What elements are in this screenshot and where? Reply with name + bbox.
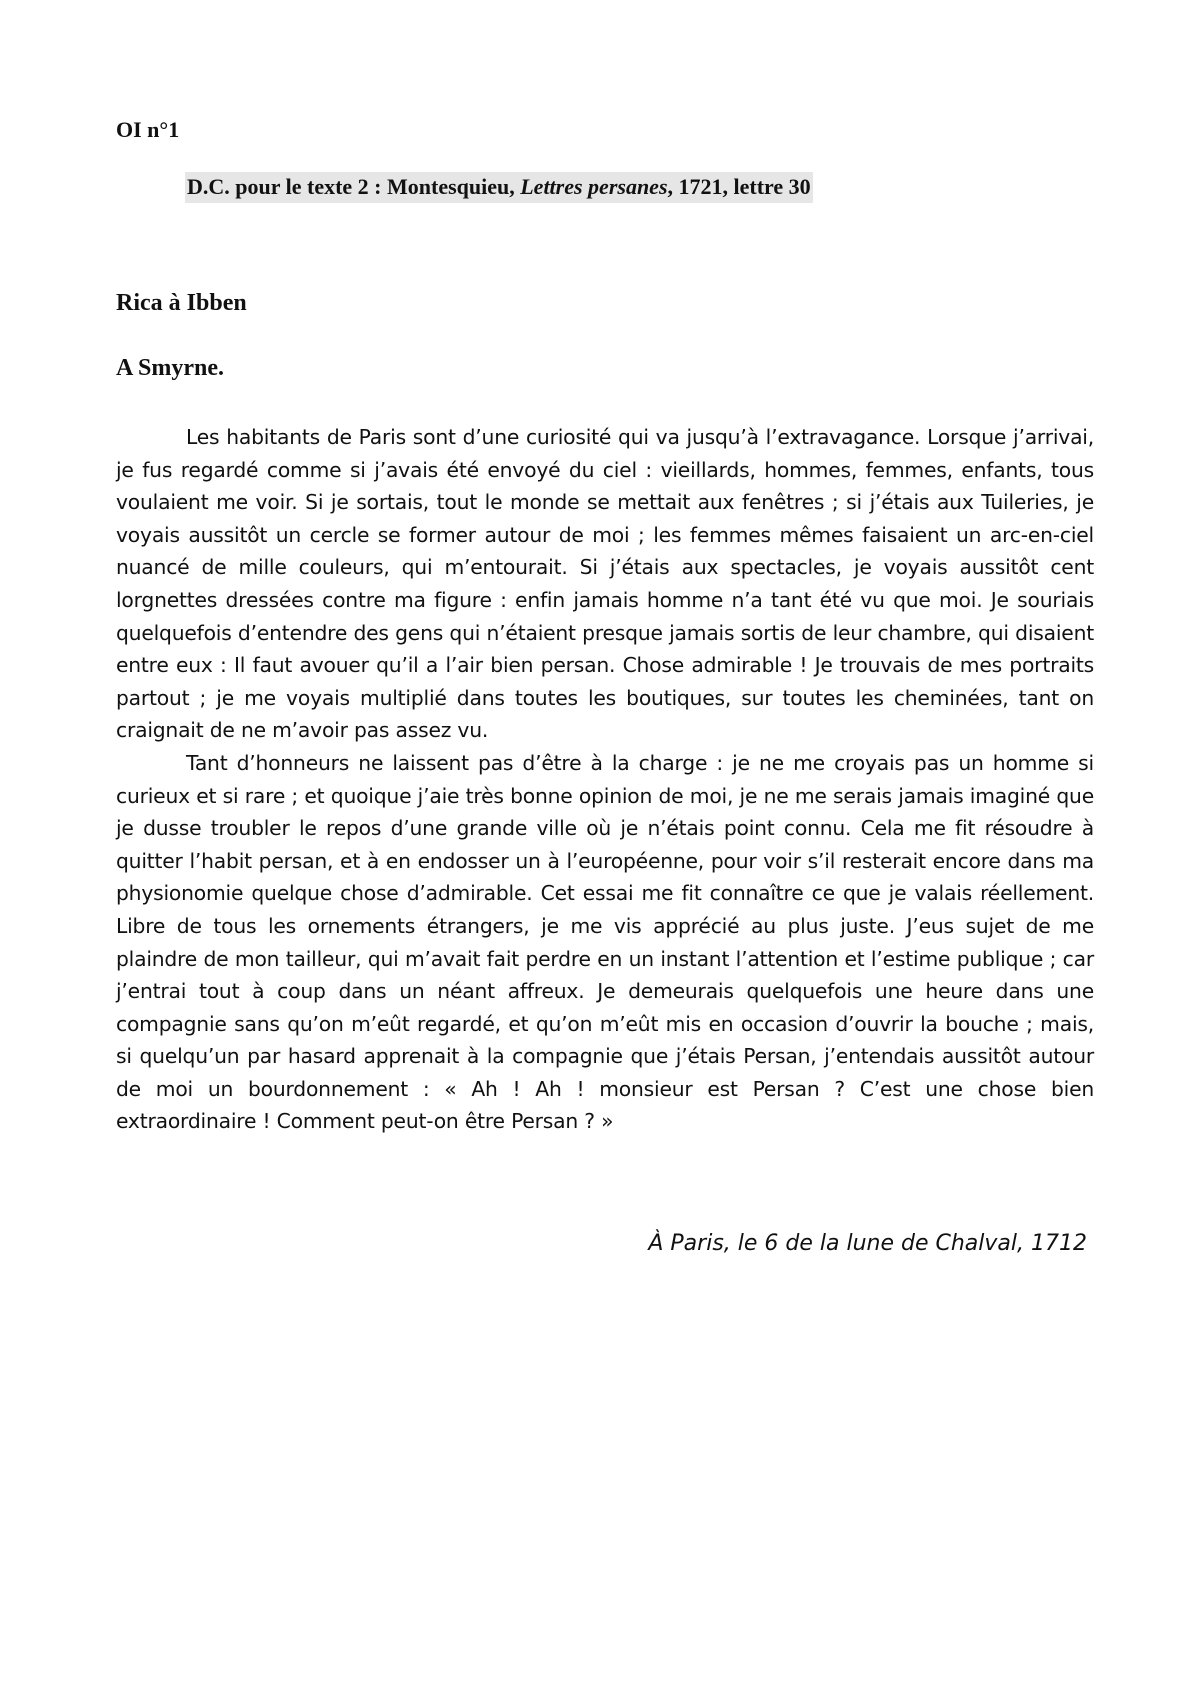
letter-paragraph-1: Les habitants de Paris sont d’une curiosité qui va jusqu’à l’extravagance. Lorsque j’arrivai, je fus regardé comme si j’avais été envoyé du ciel : vieillards, hommes, femmes, enfants, tous voulaient me voir. Si je sortais, tout le monde se mettait aux fenêtres ; si j’étais aux Tuileries, je voyais aussitôt un cercle se former autour de moi ; les femmes mêmes faisaient un arc-en-ciel nuancé de mille couleurs, qui m’entourait. Si j’étais aux spectacles, je voyais aussitôt cent lorgnettes dressées contre ma figure : enfin jamais homme n’a tant été vu que moi. Je souriais quelquefois d’entendre des gens qui n’étaient presque jamais sortis de leur chambre, qui disaient entre eux : Il faut avouer qu’il a l’air bien persan. Chose admirable ! Je trouvais de mes portraits partout ; je me voyais multiplié dans toutes les boutiques, sur toutes les cheminées, tant on craignait de ne m’avoir pas assez vu. xyxy=(116,425,1094,743)
document-subtitle xyxy=(185,172,813,203)
letter-paragraph-2: Tant d’honneurs ne laissent pas d’être à la charge : je ne me croyais pas un homme si curieux et si rare ; et quoique j’aie très bonne opinion de moi, je ne me serais jamais imaginé que je dusse troubler le repos d’une grande ville où je n’étais point connu. Cela me fit résoudre à quitter l’habit persan, et à en endosser un à l’européenne, pour voir s’il resterait encore dans ma physionomie quelque chose d’admirable. Cet essai me fit connaître ce que je valais réellement. Libre de tous les ornements étrangers, je me vis apprécié au plus juste. J’eus sujet de me plaindre de mon tailleur, qui m’avait fait perdre en un instant l’attention et l’estime publique ; car j’entrai tout à coup dans un néant affreux. Je demeurais quelquefois une heure dans une compagnie sans qu’on m’eût regardé, et qu’on m’eût mis en occasion d’ouvrir la bouche ; mais, si quelqu’un par hasard apprenait à la compagnie que j’étais Persan, j’entendais aussitôt autour de moi un bourdonnement : « Ah ! Ah ! monsieur est Persan ? C’est une chose bien extraordinaire ! Comment peut-on être Persan ? » xyxy=(116,750,1094,1134)
letter-body xyxy=(116,421,1094,1138)
oi-label: OI n°1 xyxy=(116,117,180,142)
subtitle-suffix: , 1721, lettre 30 xyxy=(667,174,811,199)
letter-destination: A Smyrne. xyxy=(116,355,224,381)
letter-signature: À Paris, le 6 de la lune de Chalval, 1712 xyxy=(648,1231,1087,1256)
work-title: Lettres persanes xyxy=(520,174,668,199)
subtitle-prefix: D.C. pour le texte 2 : Montesquieu, xyxy=(187,174,521,199)
letter-recipient: Rica à Ibben xyxy=(116,290,247,316)
